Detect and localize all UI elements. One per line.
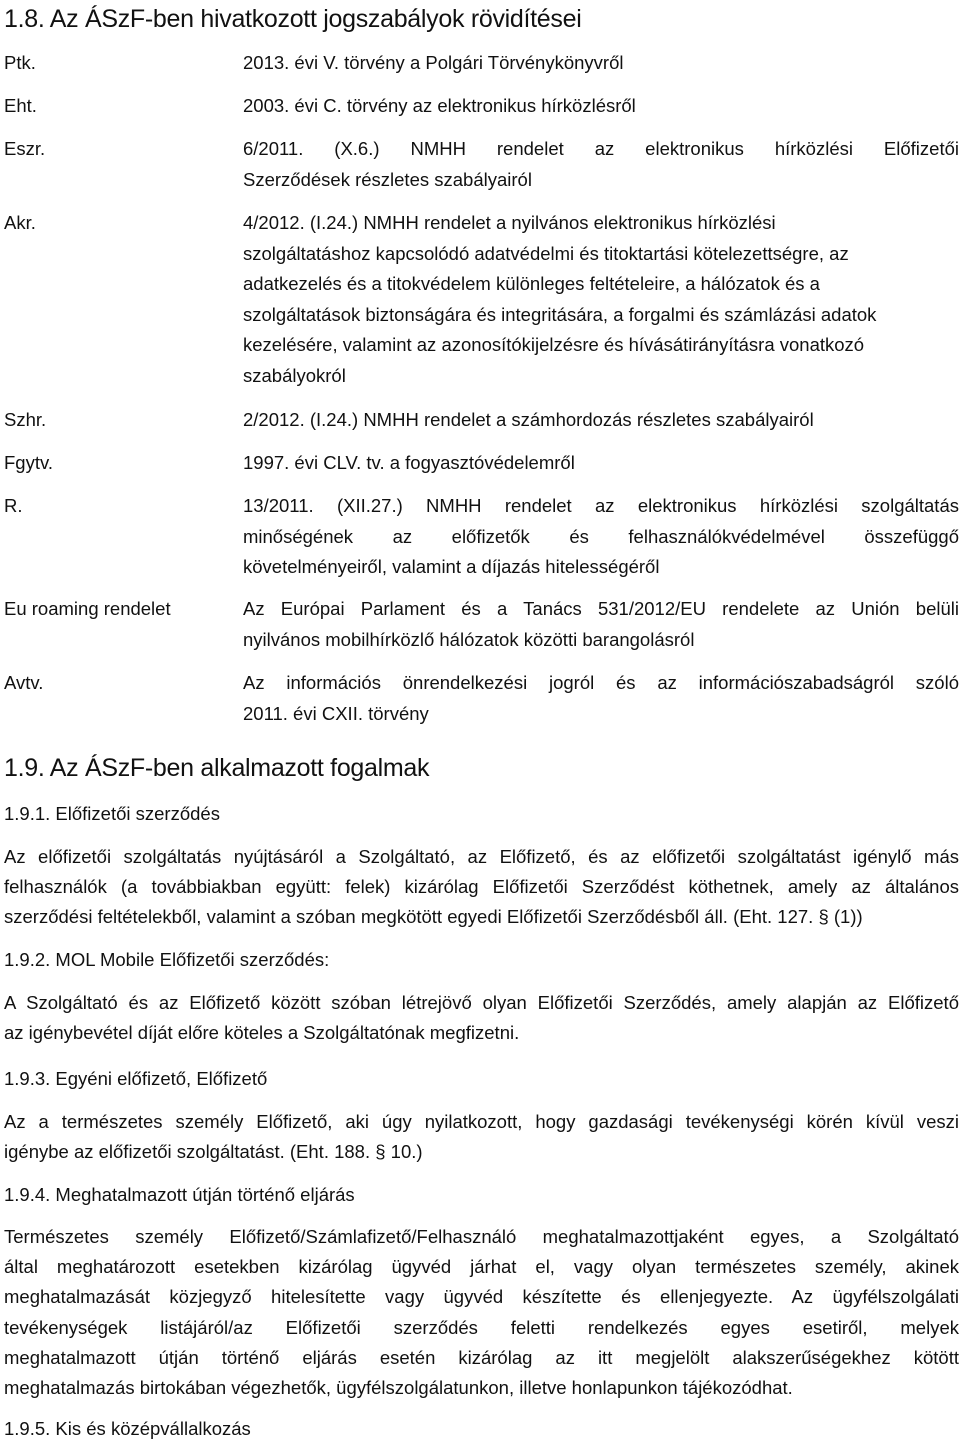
subsection-1-9-1-body (4, 842, 959, 933)
body-line: szerződési feltételekből, valamint a szóban megkötött egyedi Előfizetői Szerződésből áll. (Eht. 127. § (1)) (4, 906, 863, 928)
def-szhr (243, 405, 959, 436)
def-line: 2013. évi V. törvény a Polgári Törvénykönyvről (243, 52, 624, 73)
body-line: A Szolgáltató és az Előfizető között szóban létrejövő olyan Előfizetői Szerződés, amely alapján az Előfizető (4, 992, 959, 1013)
def-line: 1997. évi CLV. tv. a fogyasztóvédelemről (243, 452, 575, 473)
abbr-avtv: Avtv. (4, 672, 44, 693)
def-akr (243, 208, 959, 391)
abbr-eszr: Eszr. (4, 138, 46, 159)
abbr-r: R. (4, 495, 23, 516)
def-line: 2/2012. (I.24.) NMHH rendelet a számhordozás részletes szabályairól (243, 409, 814, 430)
def-line: kezelésére, valamint az azonosítókijelzésre és hívásátirányításra vonatkozó (243, 334, 865, 355)
body-line: az igénybevétel díját előre köteles a Szolgáltatónak megfizetni. (4, 1022, 520, 1044)
def-fgytv (243, 448, 959, 479)
def-line: minőségének az előfizetők és felhasználókvédelmével összefüggő (243, 525, 959, 547)
abbr-fgytv: Fgytv. (4, 452, 53, 473)
subsection-1-9-3-body (4, 1107, 959, 1167)
abbr-eu-roaming: Eu roaming rendelet (4, 598, 171, 619)
body-line: által meghatározott esetekben kizárólag ügyvéd járhat el, vagy olyan természetes személy, akinek (4, 1256, 959, 1278)
section-1-9-heading: 1.9. Az ÁSzF-ben alkalmazott fogalmak (4, 754, 430, 782)
def-line: nyilvános mobilhírközlő hálózatok közötti barangolásról (243, 628, 695, 650)
def-line: 2011. évi CXII. törvény (243, 702, 429, 724)
body-line: Az a természetes személy Előfizető, aki úgy nyilatkozott, hogy gazdasági tevékenységi körén kívül veszi (4, 1111, 959, 1132)
body-line: meghatalmazott útján történő eljárás esetén kizárólag az itt megjelölt alakszerűségekhez kötött (4, 1346, 959, 1368)
abbr-ptk: Ptk. (4, 52, 36, 73)
def-line: 4/2012. (I.24.) NMHH rendelet a nyilvános elektronikus hírközlési (243, 212, 776, 233)
body-line: felhasználók (a továbbiakban együtt: felek) kizárólag Előfizetői Szerződést köthetnek, amely az általános (4, 876, 959, 898)
subsection-1-9-1-title: 1.9.1. Előfizetői szerződés (4, 803, 220, 824)
abbr-akr: Akr. (4, 212, 36, 233)
subsection-1-9-5-title: 1.9.5. Kis és középvállalkozás (4, 1418, 251, 1439)
def-line: adatkezelés és a titokvédelem különleges feltételeire, a hálózatok és a (243, 273, 820, 294)
def-eht (243, 91, 959, 122)
body-line: tevékenységek listájáról/az Előfizetői szerződés feletti rendelkezés egyes esetiről, melyek (4, 1316, 959, 1338)
def-line: 13/2011. (XII.27.) NMHH rendelet az elektronikus hírközlési szolgáltatás (243, 495, 959, 516)
body-line: Az előfizetői szolgáltatás nyújtásáról a Szolgáltató, az Előfizető, és az előfizetői szolgáltatást igénylő más (4, 846, 959, 867)
body-line: Természetes személy Előfizető/Számlafizető/Felhasználó meghatalmazottjaként egyes, a Szolgáltató (4, 1226, 959, 1247)
def-eszr (243, 134, 959, 195)
def-line: 2003. évi C. törvény az elektronikus hírközlésről (243, 95, 636, 116)
def-ptk (243, 48, 959, 79)
def-eu-roaming (243, 594, 959, 655)
abbr-szhr: Szhr. (4, 409, 47, 430)
section-1-8-heading: 1.8. Az ÁSzF-ben hivatkozott jogszabályok rövidítései (4, 5, 582, 33)
def-line: Szerződések részletes szabályairól (243, 168, 532, 190)
def-avtv (243, 668, 959, 729)
subsection-1-9-2-body (4, 988, 959, 1048)
body-line: meghatalmazását közjegyző hitelesítette vagy ügyvéd készítette és ellenjegyezte. Az ügyfélszolgálati (4, 1286, 959, 1308)
def-line: szolgáltatások biztonságára és integritására, a forgalmi és számlázási adatok (243, 303, 877, 325)
body-line: igénybe az előfizetői szolgáltatást. (Eht. 188. § 10.) (4, 1141, 423, 1163)
def-line: szabályokról (243, 364, 346, 386)
def-line: követelményeiről, valamint a díjazás hitelességéről (243, 556, 660, 577)
subsection-1-9-3-title: 1.9.3. Egyéni előfizető, Előfizető (4, 1068, 268, 1089)
abbr-eht: Eht. (4, 95, 37, 116)
body-line: meghatalmazás birtokában végezhetők, ügyfélszolgálatunkon, illetve honlapunkon tájékozódhat. (4, 1377, 793, 1399)
subsection-1-9-4-title: 1.9.4. Meghatalmazott útján történő eljárás (4, 1184, 355, 1205)
def-line: Az Európai Parlament és a Tanács 531/2012/EU rendelete az Unión belüli (243, 598, 959, 619)
subsection-1-9-4-body (4, 1222, 959, 1403)
def-line: szolgáltatáshoz kapcsolódó adatvédelmi és titoktartási kötelezettségre, az (243, 242, 849, 264)
subsection-1-9-2-title: 1.9.2. MOL Mobile Előfizetői szerződés: (4, 949, 330, 970)
def-r (243, 491, 959, 583)
def-line: 6/2011. (X.6.) NMHH rendelet az elektronikus hírközlési Előfizetői (243, 138, 959, 159)
def-line: Az információs önrendelkezési jogról és az információszabadságról szóló (243, 672, 959, 693)
